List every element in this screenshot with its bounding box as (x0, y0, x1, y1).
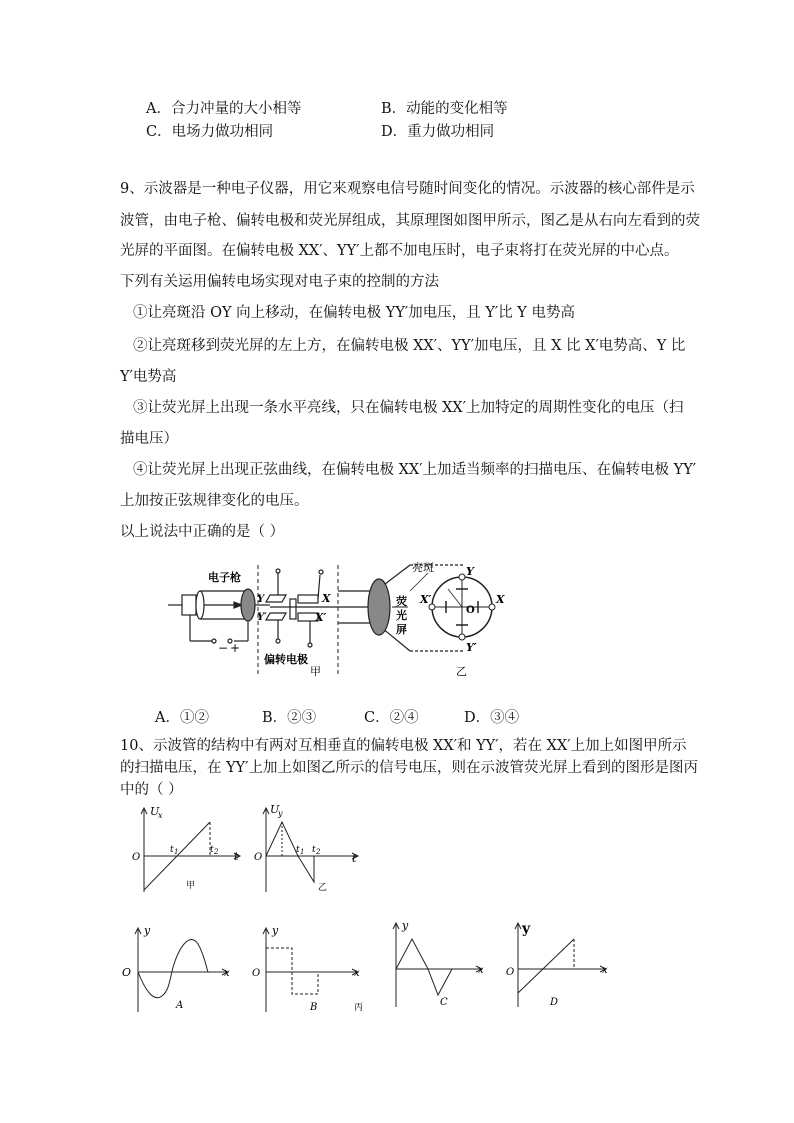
c-caption: C (440, 997, 448, 1008)
q9-option-c: C．②④ (364, 710, 419, 726)
screen-yprime-label: Y′ (466, 641, 477, 654)
q10-stem-line-1: 10、示波管的结构中有两对互相垂直的偏转电极 XX′和 YY′，若在 XX′上加上如图甲所示 (120, 738, 687, 754)
yi-axis-sub: y (278, 809, 283, 818)
q9-stem-line-1: 9、示波器是一种电子仪器，用它来观察电信号随时间变化的情况。示波器的核心部件是示 (120, 181, 695, 197)
graph-yi-uy (252, 800, 372, 896)
b-caption: B (310, 1002, 318, 1013)
q8-option-c: C．电场力做功相同 (146, 124, 274, 140)
yi-t-label: t (352, 852, 357, 865)
q9-ask: 以上说法中正确的是（ ） (120, 524, 285, 540)
graph-jia-ux (130, 800, 250, 896)
d-y-label: y (522, 921, 531, 937)
screen-label-2: 光 (396, 609, 407, 622)
electrodes-label: 偏转电极 (264, 653, 308, 666)
q9-stem-line-2: 波管，由电子枪、偏转电极和荧光屏组成，其原理图如图甲所示，图乙是从右向左看到的荧 (120, 213, 700, 229)
d-origin: O (506, 967, 515, 978)
a-y-label: y (144, 924, 151, 937)
graph-option-b (248, 920, 373, 1016)
jia-t-label: t (234, 850, 239, 863)
jia-t2: t (210, 845, 214, 855)
c-y-label: y (402, 919, 409, 932)
oscilloscope-tube-diagram (160, 555, 520, 685)
screen-label-1: 荧 (396, 595, 407, 608)
d-caption: D (550, 997, 559, 1008)
figure-yi-label: 乙 (456, 665, 467, 678)
q9-option-d: D．③④ (464, 710, 520, 726)
yi-t2: t (312, 845, 316, 855)
jia-t1: t (170, 845, 174, 855)
figure-jia-label: 甲 (310, 665, 321, 678)
q9-item-2-cont: Y′电势高 (120, 369, 177, 385)
plate-yprime-label: Y′ (257, 612, 267, 623)
c-x-label: x (478, 965, 484, 976)
yi-origin: O (254, 852, 263, 863)
jia-axis-label: U (150, 805, 160, 818)
b-origin: O (252, 968, 261, 979)
jia-t1-sub: 1 (174, 848, 179, 856)
plate-x-label: X (322, 592, 331, 605)
q9-option-b: B．②③ (262, 710, 317, 726)
q10-stem-line-2: 的扫描电压，在 YY′上加上如图乙所示的信号电压，则在示波管荧光屏上看到的图形是图丙 (120, 760, 699, 776)
screen-x-label: X (496, 593, 505, 606)
yi-t1: t (296, 845, 300, 855)
plate-y-label: Y (257, 594, 265, 605)
q9-item-2: ②让亮斑移到荧光屏的左上方，在偏转电极 XX′、YY′加电压，且 X 比 X′电势高、Y 比 (133, 338, 686, 354)
yi-caption: 乙 (318, 883, 328, 893)
screen-y-label: Y (466, 565, 474, 578)
plate-xprime-label: X′ (315, 611, 327, 624)
battery-minus: − (218, 641, 229, 655)
bing-caption: 丙 (354, 1003, 364, 1013)
a-x-label: x (224, 968, 230, 979)
yi-t1-sub: 1 (300, 848, 305, 856)
yi-t2-sub: 2 (316, 848, 321, 856)
gun-label: 电子枪 (208, 571, 241, 584)
q10-stem-line-3: 中的（ ） (120, 782, 183, 798)
q8-option-a: A．合力冲量的大小相等 (146, 101, 302, 117)
q9-stem-line-4: 下列有关运用偏转电场实现对电子束的控制的方法 (120, 274, 439, 290)
screen-label-3: 屏 (396, 623, 407, 636)
jia-axis-sub: x (158, 811, 163, 820)
q9-item-4: ④让荧光屏上出现正弦曲线，在偏转电极 XX′上加适当频率的扫描电压、在偏转电极 YY′ (133, 462, 697, 478)
q9-item-4-cont: 上加按正弦规律变化的电压。 (120, 493, 309, 509)
yi-axis-label: U (270, 803, 280, 816)
jia-t2-sub: 2 (214, 848, 219, 856)
q9-item-1: ①让亮斑沿 OY 向上移动，在偏转电极 YY′加电压，且 Y′比 Y 电势高 (133, 305, 575, 321)
jia-caption: 甲 (186, 881, 196, 891)
a-caption: A (176, 1000, 184, 1011)
spot-label: 亮斑 (412, 561, 434, 574)
jia-origin: O (132, 852, 141, 863)
graph-option-a (118, 920, 238, 1016)
q9-item-3-cont: 描电压） (120, 431, 178, 447)
q8-option-b: B．动能的变化相等 (381, 101, 508, 117)
graph-option-d (500, 915, 620, 1011)
q9-stem-line-3: 光屏的平面图。在偏转电极 XX′、YY′上都不加电压时，电子束将打在荧光屏的中心点。 (120, 243, 679, 259)
a-origin: O (122, 966, 132, 979)
d-x-label: x (602, 965, 608, 976)
graph-option-c (382, 915, 502, 1011)
b-y-label: y (272, 924, 279, 937)
screen-xprime-label: X′ (420, 593, 432, 606)
b-x-label: x (354, 968, 360, 979)
screen-origin-label: O (466, 605, 475, 616)
q9-option-a: A．①② (155, 710, 209, 726)
q9-item-3: ③让荧光屏上出现一条水平亮线，只在偏转电极 XX′上加特定的周期性变化的电压（扫 (133, 400, 684, 416)
battery-plus: + (230, 641, 241, 655)
q8-option-d: D．重力做功相同 (381, 124, 495, 140)
